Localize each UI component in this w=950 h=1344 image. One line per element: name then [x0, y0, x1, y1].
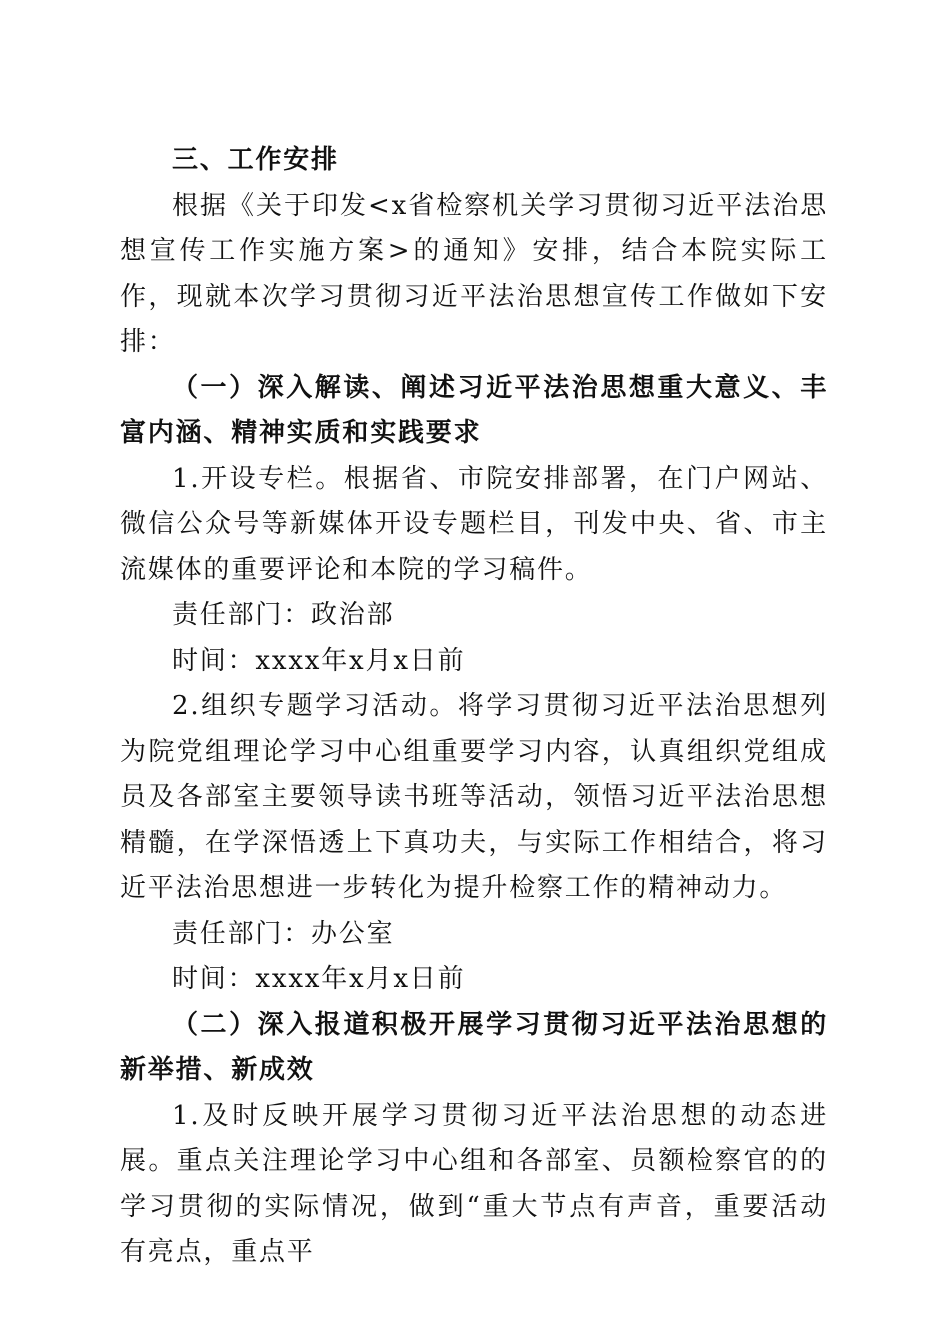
part1-item2-text: 2.组织专题学习活动。将学习贯彻习近平法治思想列为院党组理论学习中心组重要学习内容，认真组织党组成员及各部室主要领导读书班等活动，领悟习近平法治思想精髓，在学深悟透上下真功夫，与实际工作相结合，将习近平法治思想进一步转化为提升检察工作的精神动力。 [120, 691, 828, 903]
part1-item1-department: 责任部门：政治部 [172, 600, 395, 630]
part1-item1-time: 时间：xxxx年x月x日前 [172, 645, 466, 676]
section-title: 三、工作安排 [172, 145, 339, 175]
part2-heading: （二）深入报道积极开展学习贯彻习近平法治思想的新举措、新成效 [120, 1009, 828, 1085]
part1-item2-time: 时间：xxxx年x月x日前 [172, 964, 466, 994]
part1-item1-text: 1.开设专栏。根据省、市院安排部署，在门户网站、微信公众号等新媒体开设专题栏目，刊发中央、省、市主流媒体的重要评论和本院的学习稿件。 [120, 463, 828, 585]
intro-paragraph: 根据《关于印发<x省检察机关学习贯彻习近平法治思想宣传工作实施方案>的通知》安排，结合本院实际工作，现就本次学习贯彻习近平法治思想宣传工作做如下安排： [120, 190, 828, 357]
document-page [120, 138, 828, 1276]
part2-item1-text: 1.及时反映开展学习贯彻习近平法治思想的动态进展。重点关注理论学习中心组和各部室、员额检察官的的学习贯彻的实际情况，做到“重大节点有声音，重要活动有亮点，重点平 [120, 1100, 828, 1267]
part1-item2-department: 责任部门：办公室 [172, 918, 395, 949]
part1-heading: （一）深入解读、阐述习近平法治思想重大意义、丰富内涵、精神实质和实践要求 [120, 372, 828, 448]
